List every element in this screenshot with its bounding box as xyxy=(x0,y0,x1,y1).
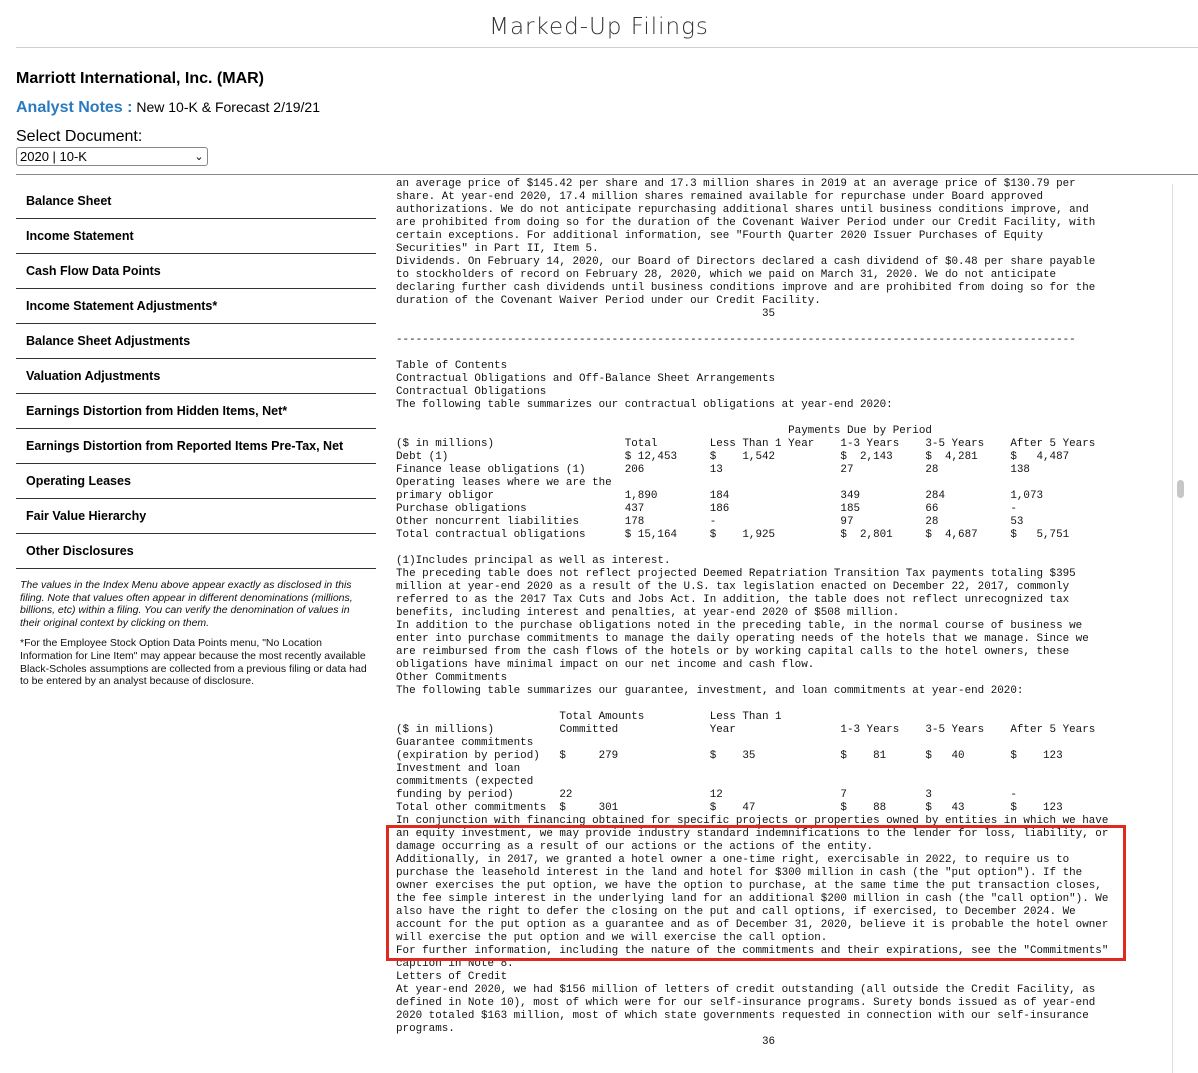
filing-document xyxy=(396,178,1166,1073)
filing-text-before: an average price of $145.42 per share and 17.3 million shares in 2019 at an average price of $130.79 per share. At year-end 2020, 17.4 million shares remained available for repurchase under Board approved authorizations. We do not anticipate repurchasing additional shares until business conditions improve, and are prohibited from doing so for the duration of the Covenant Waiver Period under our Credit Facility, with certain exceptions. For additional information, see "Fourth Quarter 2020 Issuer Purchases of Equity Securities" in Part II, Item 5. Dividends. On February 14, 2020, our Board of Directors declared a cash dividend of $0.48 per share payable to stockholders of record on February 28, 2020, which we paid on March 31, 2020. We do not anticipate declaring further cash dividends until business conditions improve and are prohibited from doing so for the duration of the Covenant Waiver Period under our Credit Facility. 35 -------------------------------------------------------------------------------------------------------- Table of Contents Contractual Obligations and Off-Balance Sheet Arrangements Contractual Obligations The following table summarizes our contractual obligations at year-end 2020: Payments Due by Period ($ in millions) Total Less Than 1 Year 1-3 Years 3-5 Years After 5 Years Debt (1) $ 12,453 $ 1,542 $ 2,143 $ 4,281 $ 4,487 Finance lease obligations (1) 206 13 27 28 138 Operating leases where we are the primary obligor 1,890 184 349 284 1,073 Purchase obligations 437 186 185 66 - Other noncurrent liabilities 178 - 97 28 53 Total contractual obligations $ 15,164 $ 1,925 $ 2,801 $ 4,687 $ 5,751 (1)Includes principal as well as interest. The preceding table does not reflect projected Deemed Repatriation Transition Tax payments totaling $395 million at year-end 2020 as a result of the U.S. tax legislation enacted on December 22, 2017, commonly referred to as the 2017 Tax Cuts and Jobs Act. In addition, the table does not reflect unrecognized tax benefits, including interest and penalties, at year-end 2020 of $508 million. In addition to the purchase obligations noted in the preceding table, in the normal course of business we enter into purchase commitments to manage the daily operating needs of the hotels that we manage. Since we are reimbursed from the cash flows of the hotels or by working capital calls to the hotel owners, these obligations have minimal impact on our net income and cash flow. Other Commitments The following table summarizes our guarantee, investment, and loan commitments at year-end 2020: Total Amounts Less Than 1 ($ in millions) Committed Year 1-3 Years 3-5 Years After 5 Years Guarantee commitments (expiration by period) $ 279 $ 35 $ 81 $ 40 $ 123 Investment and loan commitments (expected funding by period) 22 12 7 3 - Total other commitments $ 301 $ 47 $ 88 $ 43 $ 123 xyxy=(396,178,1096,814)
page-title: Marked-Up Filings xyxy=(489,14,709,40)
analyst-notes-label: Analyst Notes : xyxy=(16,99,133,116)
scrollbar-thumb[interactable] xyxy=(1177,480,1184,498)
index-menu-note: The values in the Index Menu above appear exactly as disclosed in this filing. Note that values often appear in different denominations (millions, billions, etc) within a filing. You can verify the denomination of values in their original context by clicking on them. xyxy=(20,579,353,629)
filing-text-after: For further information, including the nature of the commitments and their expirations, see the "Commitments" caption in Note 8. Letters of Credit At year-end 2020, we had $156 million of letters of credit outstanding (all outside the Credit Facility, as defined in Note 10), most of which were for our self-insurance programs. Surety bonds issued as of year-end 2020 totaled $163 million, most of which state governments requested in connection with our self-insurance programs. 36 xyxy=(396,945,1109,1048)
index-menu xyxy=(16,184,376,688)
select-document-label: Select Document: xyxy=(16,128,143,145)
analyst-notes xyxy=(16,99,320,117)
chevron-down-icon: ⌄ xyxy=(194,151,204,163)
menu-item-fair-value-hierarchy[interactable]: Fair Value Hierarchy xyxy=(16,499,376,534)
filing-text-highlighted[interactable]: In conjunction with financing obtained for specific projects or properties owned by entities in which we have an equity investment, we may provide industry standard indemnifications to the lender for loss, liability, or damage occurring as a result of our actions or the actions of the entity. Additionally, in 2017, we granted a hotel owner a one-time right, exercisable in 2022, to require us to purchase the leasehold interest in the land and hotel for $300 million in cash (the "put option"). If the owner exercises the put option, we have the option to purchase, at the same time the put transaction closes, the fee simple interest in the underlying land for an additional $200 million in cash (the "call option"). We also have the right to defer the closing on the put and call options, if exercised, to December 2024. We account for the put option as a guarantee and as of December 31, 2020, believe it is probable the hotel owner will exercise the put option and we will exercise the call option. xyxy=(396,815,1109,944)
document-select[interactable] xyxy=(16,147,208,166)
menu-item-income-statement-adjustments[interactable]: Income Statement Adjustments* xyxy=(16,289,376,324)
menu-item-balance-sheet[interactable]: Balance Sheet xyxy=(16,184,376,219)
stock-option-note: *For the Employee Stock Option Data Points menu, "No Location Information for Line Item" may appear because the most recently available Black-Scholes assumptions are collected from a previous filing or data had to be entered by an analyst because of disclosure. xyxy=(20,637,367,688)
company-name: Marriott International, Inc. (MAR) xyxy=(16,70,264,87)
menu-item-balance-sheet-adjustments[interactable]: Balance Sheet Adjustments xyxy=(16,324,376,359)
analyst-notes-value: New 10-K & Forecast 2/19/21 xyxy=(136,99,321,115)
menu-item-earnings-distortion-hidden[interactable]: Earnings Distortion from Hidden Items, Net* xyxy=(16,394,376,429)
menu-item-other-disclosures[interactable]: Other Disclosures xyxy=(16,534,376,569)
document-select-value: 2020 | 10-K xyxy=(20,149,87,164)
menu-item-valuation-adjustments[interactable]: Valuation Adjustments xyxy=(16,359,376,394)
title-divider xyxy=(16,47,1198,48)
header-divider xyxy=(16,174,1198,175)
menu-item-cash-flow-data-points[interactable]: Cash Flow Data Points xyxy=(16,254,376,289)
menu-item-earnings-distortion-reported[interactable]: Earnings Distortion from Reported Items Pre-Tax, Net xyxy=(16,429,376,464)
menu-item-operating-leases[interactable]: Operating Leases xyxy=(16,464,376,499)
document-scrollbar[interactable] xyxy=(1172,184,1186,1073)
menu-item-income-statement[interactable]: Income Statement xyxy=(16,219,376,254)
